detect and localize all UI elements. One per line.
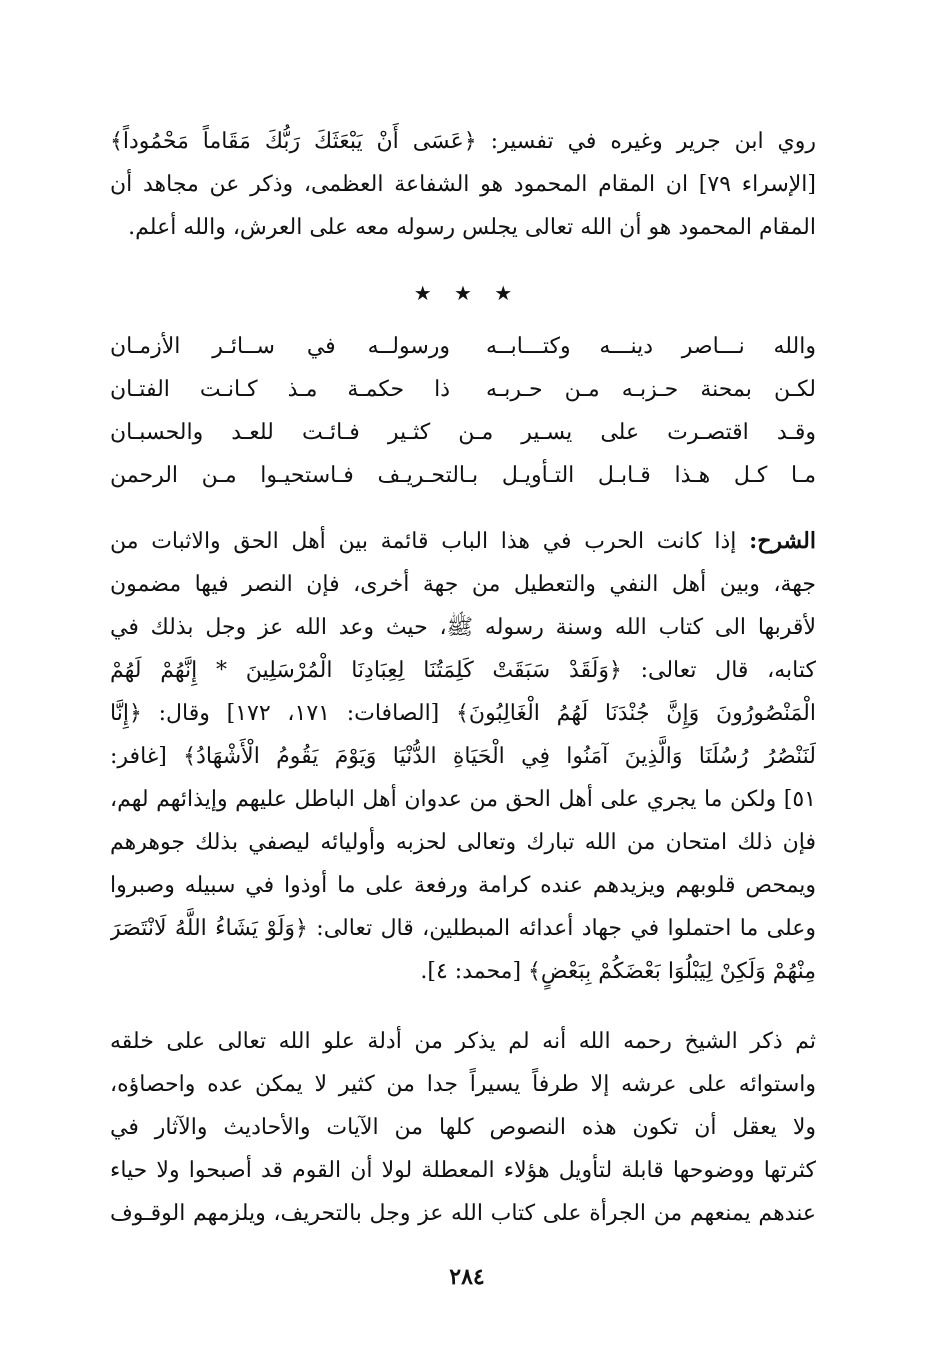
text-line: [الإسراء ٧٩] ان المقام المحمود هو الشفاعة العظمى، وذكر عن مجاهد أن (110, 172, 816, 197)
text-line: عندهم يمنعهم من الجرأة على كتاب الله عز وجل بالتحريف، ويلزمهم الوقـوف (110, 1201, 816, 1226)
closing-paragraph (110, 1020, 816, 1235)
poem-verse (110, 454, 816, 497)
poem-hemistich-first: لكـن بمحنة حـزبـه مـن حـربـه (486, 377, 816, 402)
poem-hemistich-second: ذا حكمـة مـذ كـانـت الفتـان (110, 377, 450, 402)
poem-hemistich-first: وقـد اقتصـرت على يسـير مـن كثـير فـائـت للعـد والحسبـان (110, 420, 816, 445)
commentary-label: الشرح: (749, 528, 816, 554)
text-line: وعلى ما احتملوا في جهاد أعدائه المبطلين، قال تعالى: ﴿وَلَوْ يَشَاءُ اللَّهُ لَانْتَصَرَ (110, 916, 816, 941)
intro-paragraph (110, 120, 816, 249)
text-line: واستوائه على عرشه إلا طرفاً يسيراً جدا من كثير لا يمكن عده واحصاؤه، (110, 1072, 816, 1097)
text-line: لأقربها الى كتاب الله وسنة رسوله ﷺ، حيث وعد الله عز وجل بذلك في (110, 615, 816, 640)
text-line: مِنْهُمْ وَلَكِنْ لِيَبْلُوَا بَعْضَكُمْ بِبَعْضٍ﴾ [محمد: ٤]. (420, 959, 816, 984)
text-line: فإن ذلك امتحان من الله تبارك وتعالى لحزبه وأوليائه ليصفي بذلك جوهرهم (110, 830, 816, 855)
poem (110, 325, 816, 497)
page-number: ٢٨٤ (449, 1264, 485, 1290)
poem-verse (110, 368, 816, 411)
poem-verse (110, 325, 816, 368)
text-line: ولا يعقل أن تكون هذه النصوص كلها من الآيات والأحاديث والآثار في (110, 1115, 816, 1140)
text-line (110, 520, 816, 563)
text-line: جهة، وبين أهل النفي والتعطيل من جهة أخرى، فإن النصر فيها مضمون (110, 572, 816, 597)
text-line: كتابه، قال تعالى: ﴿وَلَقَدْ سَبَقَتْ كَلِمَتُنَا لِعِبَادِنَا الْمُرْسَلِينَ * إِنَّهُمْ لَهُمْ (110, 658, 816, 683)
commentary-paragraph (110, 520, 816, 993)
poem-hemistich-first: والله نـــاصر دينـــه وكتـــابــه (486, 334, 816, 359)
text-line: ثم ذكر الشيخ رحمه الله أنه لم يذكر من أدلة علو الله تعالى على خلقه (110, 1029, 816, 1054)
text-line: روي ابن جرير وغيره في تفسير: ﴿عَسَى أَنْ يَبْعَثَكَ رَبُّكَ مَقَاماً مَحْمُوداً﴾ (110, 129, 816, 154)
text-line: لَنَنْصُرُ رُسُلَنَا وَالَّذِينَ آمَنُوا فِي الْحَيَاةِ الدُّنْيَا وَيَوْمَ يَقُومُ الْأَشْهَادُ﴾ [غافر: (110, 744, 816, 769)
poem-hemistich-second: ورسولــه في ســائـر الأزمـان (110, 334, 450, 359)
commentary-first-line: إذا كانت الحرب في هذا الباب قائمة بين أهل الحق والاثبات من (110, 529, 750, 554)
text-line: المقام المحمود هو أن الله تعالى يجلس رسوله معه على العرش، والله أعلم. (128, 215, 816, 240)
text-line: الْمَنْصُورُونَ وَإِنَّ جُنْدَنَا لَهُمُ الْغَالِبُونَ﴾ [الصافات: ١٧١، ١٧٢] وقال: ﴿إِنَّا (110, 701, 816, 726)
text-line: كثرتها ووضوحها قابلة لتأويل هؤلاء المعطلة لولا أن القوم قد أصبحوا ولا حياء (110, 1158, 816, 1183)
poem-verse (110, 411, 816, 454)
poem-hemistich-first: مـا كـل هـذا قـابـل التـأويـل بـالتحـريـف فـاستحيـوا مـن الرحمن (110, 463, 816, 488)
text-line: ٥١] ولكن ما يجري على أهل الحق من عدوان أهل الباطل عليهم وإيذائهم لهم، (110, 787, 816, 812)
section-separator: ★ ★ ★ (413, 281, 521, 305)
text-line: ويمحص قلوبهم ويزيدهم عنده كرامة ورفعة على ما أوذوا في سبيله وصبروا (110, 873, 816, 898)
